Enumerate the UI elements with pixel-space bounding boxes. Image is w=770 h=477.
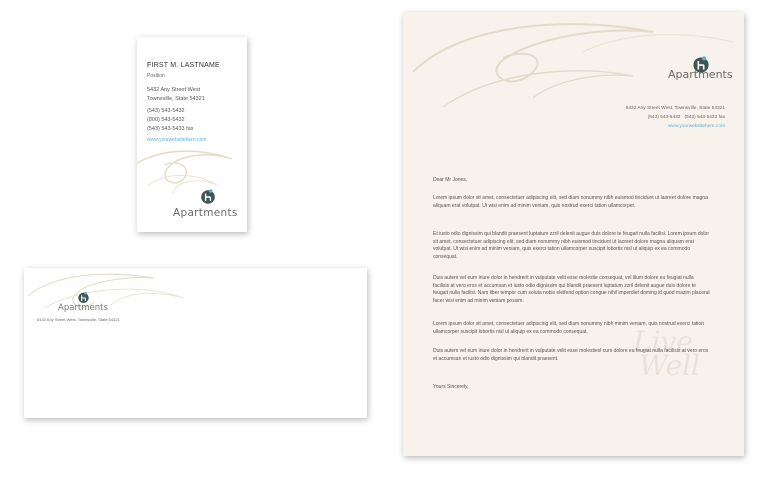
watermark-line-1: Live [633, 325, 693, 358]
card-phone-2: (800) 543-5432 [147, 117, 185, 123]
letterhead-phone: (543) 543-5432 [647, 115, 681, 120]
card-phone-1: (543) 543-5432 [147, 108, 185, 114]
card-city: Townsville, State 54321 [147, 96, 205, 102]
card-brand-name: Apartments [173, 207, 238, 219]
card-street: 5432 Any Street West [147, 87, 201, 93]
letterhead-website: www.yourwebsitehere.com [667, 124, 725, 129]
letter-paragraph-2: Et iusto odio dignissim qui blandit praesent luptatum zzril delenit augue duis dolore te feugait nulla facilisi. Lorem ipsum dolor sit amet, consectetuer adipiscing elit, sed diam nonummy nibh euismod tincidunt ut laoreet dolore magna aliquam erat volutpat. Ut wisi enim ad minim veniam, quis exerci tation ullamcorper suscipit lobortis nisl ut aliquip ex ea commodo consequat. [433, 231, 709, 261]
card-logo-icon [201, 188, 215, 205]
card-fax: (543) 543-5433 fax [147, 126, 194, 132]
envelope-return-address: 5432 Any Street West, Townsville, State 54321 [37, 317, 120, 322]
watermark-line-2: Well [639, 349, 700, 382]
letter-salutation: Dear Mr Jones, [433, 177, 468, 183]
letterhead-fax: (543) 543-5433 fax [684, 115, 725, 120]
letterhead-brand-name: Apartments [668, 68, 733, 81]
letter-paragraph-1: Lorem ipsum dolor sit amet, consectetuer adipiscing elit, sed diam nonummy nibh euismod tincidunt ut laoreet dolore magna aliquam erat volutpat. Ut wisi enim ad minim veniam, quis nostrud exerci tation ullamcorper. [433, 195, 708, 209]
letter-paragraph-4: Lorem ipsum dolor sit amet, consectetuer adipiscing elit, sed diam nonummy nibh minim veniam, quis nostrud exerci tation ullamcorper suscipit lobortis nisl ut aliquip ex ea commodo consequat. [433, 321, 704, 335]
card-name: FIRST M. LASTNAME [147, 62, 220, 69]
letterhead [403, 12, 744, 456]
envelope [24, 268, 367, 418]
business-card [137, 37, 247, 232]
envelope-brand-name: Apartments [58, 303, 108, 313]
letter-paragraph-3: Duis autem vel eum iriure dolor in hendrerit in vulputate velit esse molestie consequat, vel illum dolore eu feugiat nulla facilisis at vero eros et accumsan et iusto odio dignissim qui blandit praesent luptatum zzril delenit augue duis dolore te feugait nulla facilisi. Nam liber tempor cum soluta nobis eleifend option congue nihil imperdiet doming id quod mazim placerat facer wisi enim ad minim veniam possim. [433, 275, 710, 305]
card-website: www.yourwebsitehere.com [147, 137, 207, 143]
letter-closing: Yours Sincerely, [433, 384, 469, 390]
letterhead-address: 5432 Any Street West, Townsville, State 54321 [625, 106, 725, 111]
card-position: Position [147, 73, 165, 79]
letter-paragraph-5: Duis autem vel eum iriure dolor in hendrerit in vulputate velit esse molestiesl cum dolore eu feugiat nulla facilisis at vero eros et accumsan et iusto odio dignissim qui blandit praesent. [433, 348, 709, 362]
envelope-swirl-ornament [24, 268, 214, 320]
letterhead-phone-fax [648, 115, 725, 120]
